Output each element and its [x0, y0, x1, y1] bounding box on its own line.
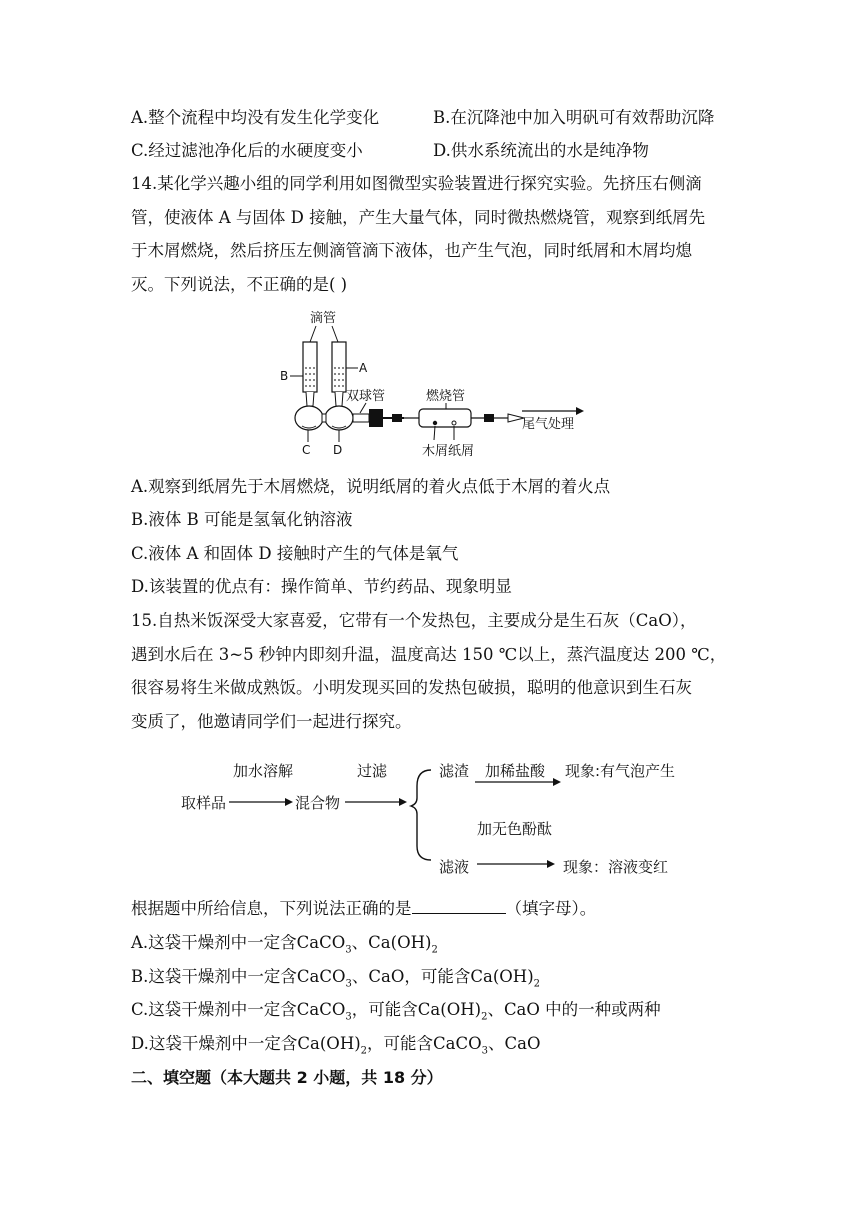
q14-option-c: C.液体 A 和固体 D 接触时产生的气体是氧气 [131, 544, 459, 563]
label-c: C [302, 443, 311, 457]
q15-stem-line: 15.自热米饭深受大家喜爱，它带有一个发热包，主要成分是生石灰（CaO）， [131, 611, 697, 630]
q15-option-c: C.这袋干燥剂中一定含CaCO$_3$，可能含$Ca(OH)_2$、CaO 中的一种或两种 [131, 1000, 661, 1023]
flow-mixture: 混合物 [295, 794, 341, 812]
flow-diagram [175, 752, 705, 882]
flow-brace [411, 770, 431, 860]
q15-option-a: A.这袋干燥剂中一定含CaCO$_3$、$Ca(OH)_2$ [131, 933, 438, 956]
stopper [369, 409, 383, 427]
q15-stem-line: 很容易将生米做成熟饭。小明发现买回的发热包破损，聪明的他意识到生石灰 [131, 678, 692, 697]
flow-residue: 滤渣 [439, 762, 470, 780]
flow-add-acid: 加稀盐酸 [485, 762, 546, 780]
double-ball-label: 双球管 [346, 389, 386, 404]
label-a: A [359, 361, 368, 375]
q14-stem-line: 于木屑燃烧，然后挤压左侧滴管滴下液体，也产生气泡，同时纸屑和木屑均熄 [131, 241, 692, 260]
q15-option-b: B.这袋干燥剂中一定含CaCO$_3$、CaO，可能含$Ca(OH)_2$ [131, 967, 541, 990]
q14-option-a: A.观察到纸屑先于木屑燃烧，说明纸屑的着火点低于木屑的着火点 [131, 477, 611, 496]
label-b: B [280, 369, 289, 383]
right-dropper [332, 342, 346, 392]
flow-phenomenon-2: 现象：溶液变红 [563, 858, 669, 876]
q13-option-row-1 [131, 108, 379, 128]
q13-option-c: C.经过滤池净化后的水硬度变小 [131, 141, 363, 160]
q13-option-d: D.供水系统流出的水是纯净物 [433, 141, 649, 160]
flow-filter: 过滤 [357, 762, 388, 780]
dropper-label: 滴管 [310, 311, 337, 326]
q13-option-a: A.整个流程中均没有发生化学变化 [131, 108, 380, 127]
section-heading: 二、填空题（本大题共 2 小题，共 18 分） [131, 1068, 443, 1087]
burn-tube [419, 409, 471, 427]
q15-stem-line: 变质了，他邀请同学们一起进行探究。 [131, 712, 412, 731]
q14-option-b: B.液体 B 可能是氢氧化钠溶液 [131, 510, 353, 529]
flow-sample: 取样品 [181, 794, 227, 812]
left-dropper [303, 342, 317, 392]
burn-tube-label: 燃烧管 [426, 389, 466, 404]
double-ball-left [295, 406, 323, 430]
q15-stem-line: 遇到水后在 3~5 秒钟内即刻升温，温度高达 150 ℃以上，蒸汽温度达 200 ℃， [131, 645, 727, 664]
answer-blank[interactable] [412, 899, 506, 914]
label-d: D [333, 443, 343, 457]
q14-stem-line: 灭。下列说法，不正确的是( ) [131, 275, 348, 294]
flow-phenomenon-1: 现象:有气泡产生 [565, 762, 676, 780]
q14-stem-line: 管，使液体 A 与固体 D 接触，产生大量气体，同时微热燃烧管，观察到纸屑先 [131, 208, 706, 227]
wood-paper-label: 木屑纸屑 [422, 444, 475, 459]
flow-add-water: 加水溶解 [233, 762, 294, 780]
apparatus-figure [276, 306, 586, 466]
q14-option-d: D.该装置的优点有：操作简单、节约药品、现象明显 [131, 577, 512, 596]
q15-option-d: D.这袋干燥剂中一定含$Ca(OH)_2$，可能含CaCO$_3$、CaO [131, 1034, 541, 1057]
q14-stem-line: 14.某化学兴趣小组的同学利用如图微型实验装置进行探究实验。先挤压右侧滴 [131, 174, 702, 193]
q13-option-b: B.在沉降池中加入明矾可有效帮助沉降 [433, 108, 715, 127]
flow-add-phenol: 加无色酚酞 [477, 820, 553, 838]
tail-gas-label: 尾气处理 [522, 417, 575, 432]
q15-prompt: 根据题中所给信息，下列说法正确的是 （填字母）。 [131, 899, 597, 918]
double-ball-right [325, 406, 353, 430]
flow-filtrate: 滤液 [439, 858, 470, 876]
